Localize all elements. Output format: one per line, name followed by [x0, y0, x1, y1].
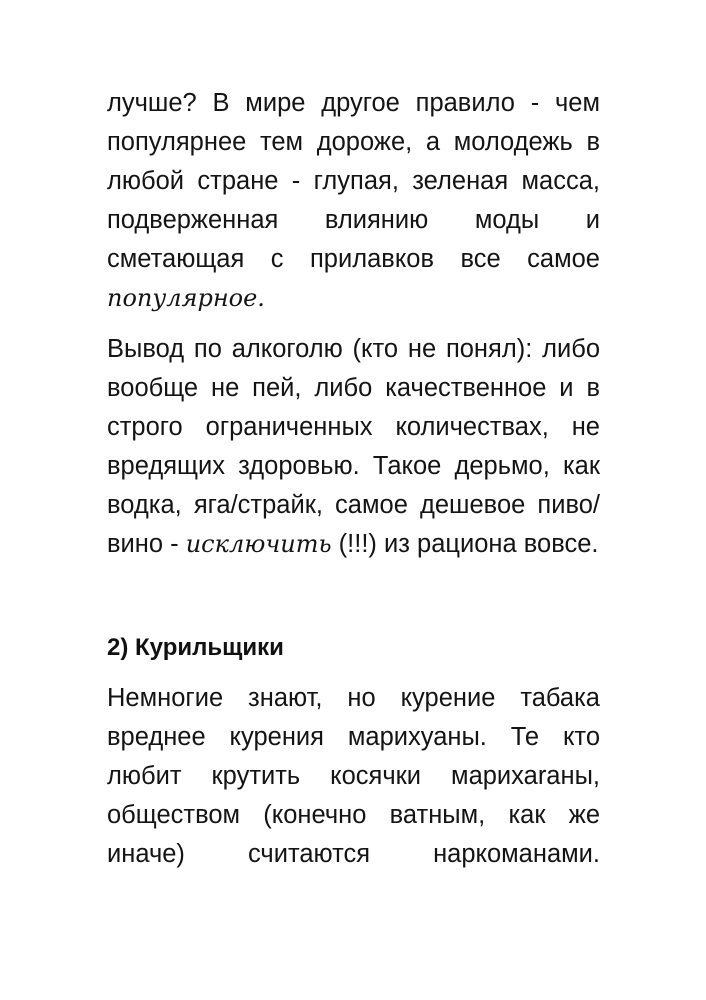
- paragraph-text: Вывод по алкоголю (кто не понял): либо вообще не пей, либо качественное и в строго ограниченных количествах, не вредящих здоровью. Такое дерьмо, как водка, яга/страйк, самое дешевое пиво/вино -: [107, 335, 600, 558]
- paragraph-text: лучше? В мире другое правило - чем популярнее тем дороже, а молодежь в любой стране - глупая, зеленая масса, подверженная влиянию моды и сметающая с прилавков все самое: [107, 89, 600, 273]
- italic-emphasis: исключить: [185, 530, 332, 558]
- paragraph-popular-goods: [107, 84, 600, 318]
- paragraph-text: Немногие знают, но курение табака вреднее курения марихуаны. Те кто любит крутить косячки марихаrаны, обществом (конечно ватным, как же иначе) считаются наркоманами.: [107, 684, 600, 868]
- italic-emphasis: популярное.: [107, 284, 265, 312]
- paragraph-smokers: [107, 679, 600, 874]
- paragraph-tail-text: (!!!) из рациона вовсе.: [331, 530, 599, 558]
- article-body: [107, 84, 600, 874]
- paragraph-alcohol-conclusion: [107, 330, 600, 564]
- section-heading-smokers: 2) Курильщики: [107, 634, 284, 661]
